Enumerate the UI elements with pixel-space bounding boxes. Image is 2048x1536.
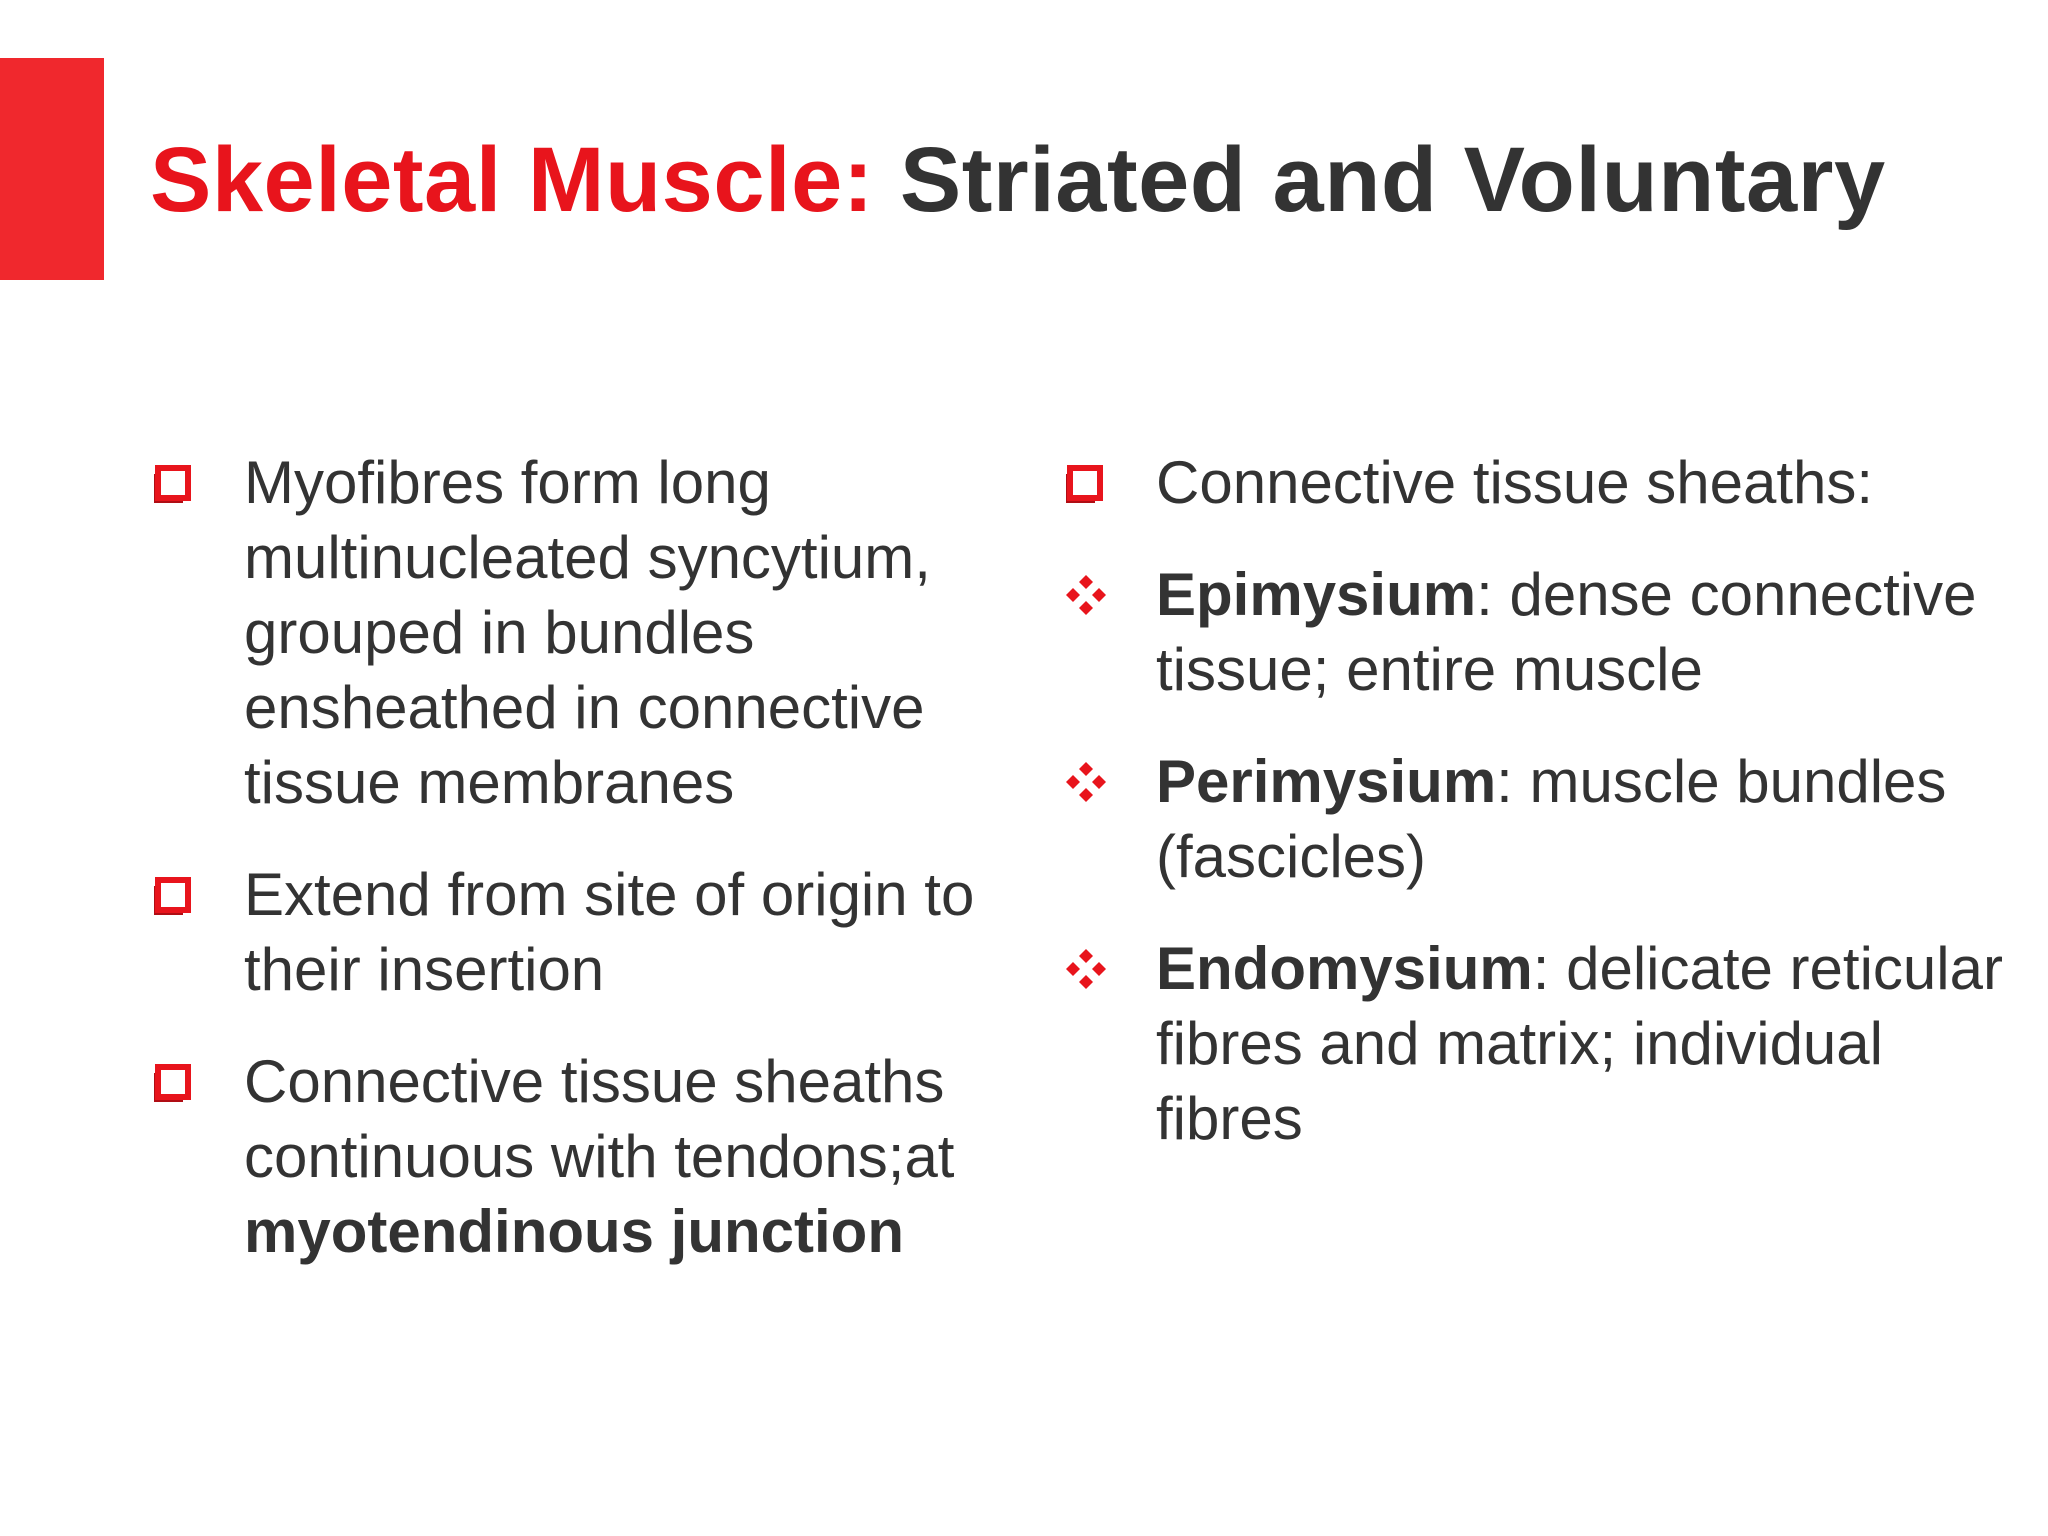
slide-title: [150, 130, 1886, 231]
right-heading-item: [1062, 445, 2022, 520]
four-diamond-icon: [1064, 947, 1108, 991]
four-diamond-icon: [1064, 760, 1108, 804]
left-item-text: Myofibres form long multinucleated syncytium, grouped in bundles ensheathed in connective tissue membranes: [244, 449, 931, 816]
left-bullet-item: [150, 445, 1030, 820]
sheath-desc: : muscle bundles (fascicles): [1156, 748, 1947, 890]
four-diamond-icon: [1064, 573, 1108, 617]
square-checkbox-icon: [154, 1064, 192, 1102]
left-bullet-item: [150, 857, 1030, 1007]
left-item-text: Connective tissue sheaths continuous with tendons;at: [244, 1048, 955, 1190]
sheath-item-epimysium: [1062, 557, 2022, 707]
sheath-item-perimysium: [1062, 744, 2022, 894]
square-checkbox-icon: [1066, 465, 1104, 503]
title-rest: Striated and Voluntary: [873, 129, 1886, 231]
accent-bar: [0, 58, 104, 280]
square-checkbox-icon: [154, 465, 192, 503]
right-heading-text: Connective tissue sheaths:: [1156, 449, 1874, 516]
sheath-desc: : delicate reticular fibres and matrix; individual fibres: [1156, 935, 2003, 1152]
right-column: [1062, 445, 2022, 1193]
left-item-text: Extend from site of origin to their insertion: [244, 861, 975, 1003]
square-checkbox-icon: [154, 877, 192, 915]
sheath-desc: : dense connective tissue; entire muscle: [1156, 561, 1977, 703]
left-bullet-item: [150, 1044, 1030, 1269]
sheath-term: Epimysium: [1156, 561, 1477, 628]
title-highlight: Skeletal Muscle:: [150, 129, 874, 231]
sheath-term: Endomysium: [1156, 935, 1533, 1002]
sheath-item-endomysium: [1062, 931, 2022, 1156]
left-item-bold: myotendinous junction: [244, 1198, 904, 1265]
sheath-term: Perimysium: [1156, 748, 1497, 815]
left-column: [150, 445, 1030, 1306]
